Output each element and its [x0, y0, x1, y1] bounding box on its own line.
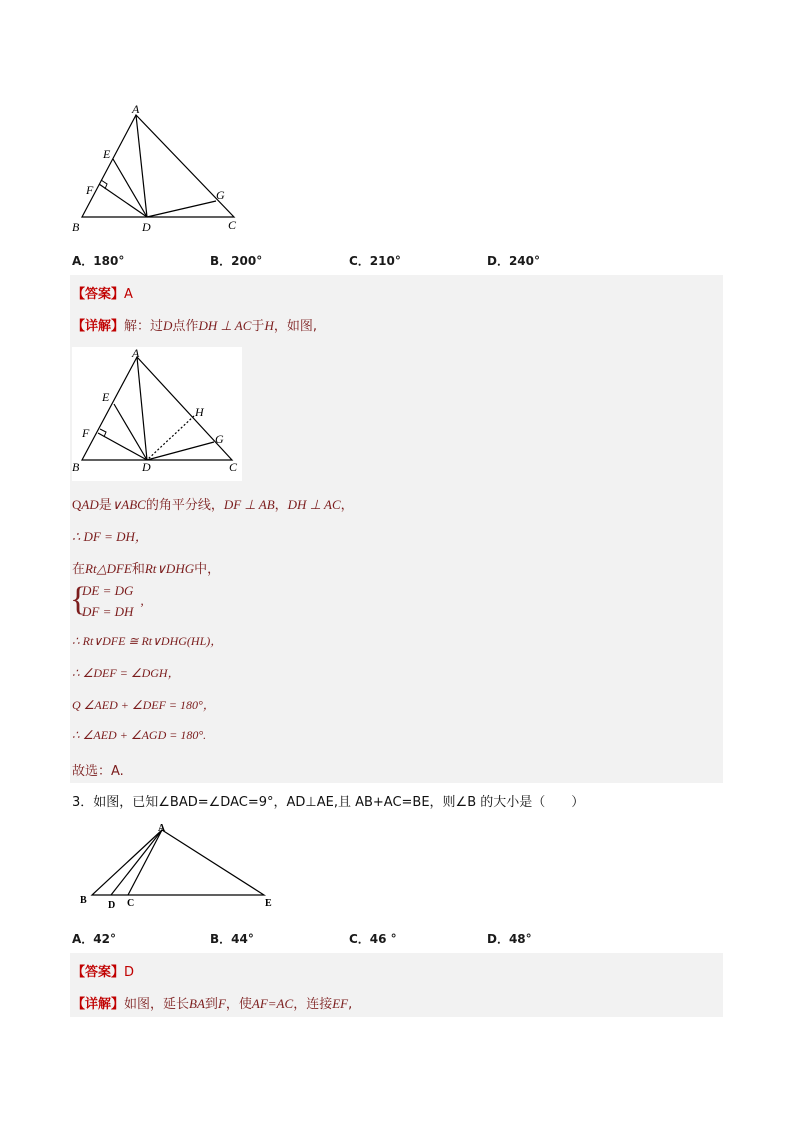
- step3-triangle-2: Rt∨DHG: [144, 561, 195, 576]
- answer-tag: 【答案】: [72, 287, 125, 302]
- system-tail: ’: [139, 600, 144, 615]
- detail-math: DH ⊥ AC: [198, 318, 252, 333]
- proof-step-7: Q ∠AED + ∠DEF = 180°，: [72, 698, 215, 712]
- figure2-label-h: H: [195, 405, 204, 419]
- q3-detail-eq: AF=AC: [251, 996, 294, 1011]
- step1-is: 是: [98, 498, 112, 513]
- figure2-label-c: C: [229, 460, 238, 474]
- detail-point-d: D: [163, 318, 173, 333]
- proof-step-1: QAD是∨ABC的角平分线，DF ⊥ AB，DH ⊥ AC，: [72, 497, 354, 513]
- figure2-label-g: G: [215, 432, 224, 446]
- q3-detail-make: ，使: [225, 997, 252, 1012]
- detail-pre: 解：过: [124, 319, 164, 334]
- q3-detail-connect: ，连接: [293, 997, 333, 1012]
- figure3-label-c: C: [127, 898, 135, 909]
- system-eq-1: DE = DG: [82, 583, 134, 598]
- step3-in: 在: [72, 562, 86, 577]
- q3-option-d: D．48°: [487, 932, 532, 946]
- step1-ad: AD: [81, 497, 99, 512]
- detail-yu: 于: [251, 319, 265, 334]
- q3-detail-to: 到: [204, 997, 218, 1012]
- figure2-label-f: F: [82, 426, 90, 440]
- figure3-label-d: D: [108, 900, 116, 911]
- step1-bisector: 的角平分线，: [145, 498, 224, 513]
- detail-post: ，如图,: [273, 319, 317, 334]
- proof-step-8: ∴ ∠AED + ∠AGD = 180°.: [72, 728, 207, 742]
- proof-step-6: ∴ ∠DEF = ∠DGH，: [72, 666, 180, 680]
- question-3-stem: 3．如图，已知∠BAD=∠DAC=9°，AD⊥AE,且 AB+AC=BE，则∠B 的大小是（ ）: [72, 795, 585, 810]
- step1-perp-1: DF ⊥ AB: [223, 497, 275, 512]
- detail-line: [72, 315, 317, 334]
- detail-mid: 点作: [172, 319, 199, 334]
- figure1-label-d: D: [142, 220, 151, 234]
- figure1-label-c: C: [228, 218, 237, 232]
- q3-answer-line: [72, 961, 134, 980]
- q3-detail-ef: EF: [332, 996, 349, 1011]
- q3-detail-end: ,: [348, 997, 353, 1012]
- figure3-label-a: A: [158, 823, 166, 834]
- figure2-label-e: E: [102, 390, 110, 404]
- option-a: A．180°: [72, 254, 125, 268]
- detail-point-h: H: [264, 318, 274, 333]
- q3-detail-line: [72, 993, 352, 1012]
- option-d: D．240°: [487, 254, 541, 268]
- because-symbol: Q: [72, 497, 82, 512]
- option-b: B．200°: [210, 254, 263, 268]
- figure2-label-b: B: [72, 460, 80, 474]
- detail-tag: 【详解】: [72, 319, 125, 334]
- step1-triangle: ∨ABC: [111, 497, 146, 512]
- q3-option-b: B．44°: [210, 932, 254, 946]
- option-c: C．210°: [349, 254, 401, 268]
- q3-detail-ba: BA: [189, 996, 205, 1011]
- answer-line: [72, 283, 133, 302]
- q3-answer-value: D: [124, 965, 135, 980]
- proof-step-5: ∴ Rt∨DFE ≅ Rt∨DHG(HL)，: [72, 634, 223, 648]
- q3-detail-f: F: [217, 996, 226, 1011]
- proof-step-2: ∴ DF = DH，: [72, 529, 148, 544]
- step3-zhong: 中，: [194, 562, 221, 577]
- figure1-label-b: B: [72, 220, 80, 234]
- figure-triangle-3: [76, 820, 286, 916]
- q3-detail-tag: 【详解】: [72, 997, 125, 1012]
- figure-triangle-1: [70, 100, 250, 244]
- step1-end: ，: [340, 498, 354, 513]
- answer-value: A: [124, 287, 133, 302]
- q3-answer-tag: 【答案】: [72, 965, 125, 980]
- figure2-label-d: D: [142, 460, 151, 474]
- figure2-label-a: A: [132, 347, 140, 360]
- q3-detail-pre: 如图，延长: [124, 997, 190, 1012]
- proof-step-3: [72, 558, 220, 577]
- figure-triangle-2: [72, 347, 242, 481]
- figure1-label-g: G: [216, 188, 225, 202]
- figure1-label-a: A: [132, 102, 140, 116]
- figure3-label-b: B: [80, 895, 87, 906]
- figure1-label-e: E: [103, 147, 111, 161]
- figure3-label-e: E: [265, 898, 272, 909]
- proof-choice: 故选：A.: [72, 764, 124, 779]
- step3-triangle-1: Rt△DFE: [85, 561, 132, 576]
- step1-perp-2: DH ⊥ AC: [287, 497, 341, 512]
- system-brace: {: [70, 581, 87, 618]
- q3-option-c: C．46 °: [349, 932, 397, 946]
- figure1-label-f: F: [86, 183, 94, 197]
- q3-option-a: A．42°: [72, 932, 116, 946]
- step3-and: 和: [131, 562, 145, 577]
- system-eq-2: DF = DH: [82, 604, 134, 619]
